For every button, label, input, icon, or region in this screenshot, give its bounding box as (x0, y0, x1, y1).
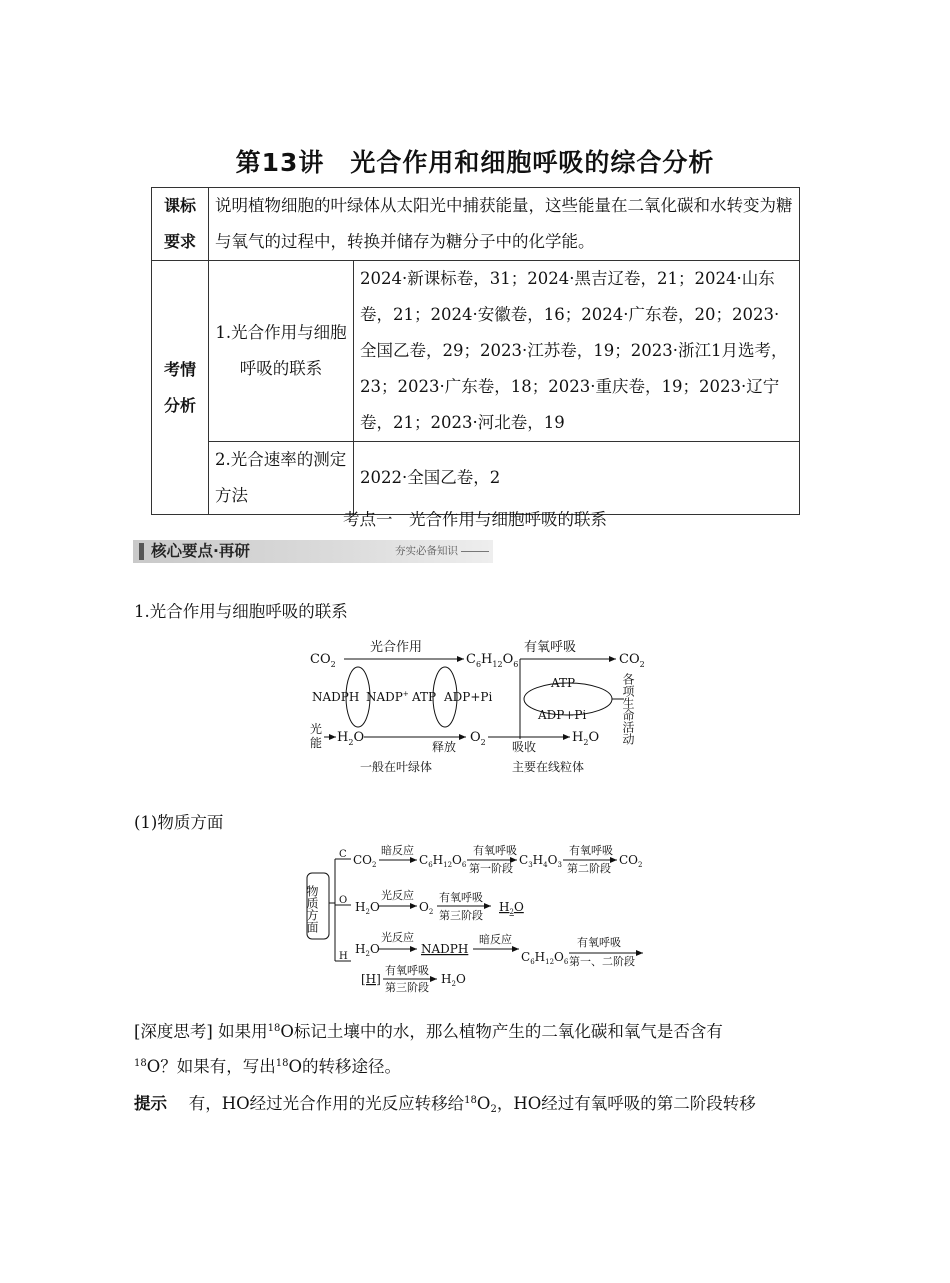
d1-nadph: NADPH (312, 690, 360, 704)
row2-header-text: 考情分析 (163, 359, 196, 415)
d2-dark2: 暗反应 (479, 933, 512, 946)
row1-header (152, 188, 209, 261)
section-banner (133, 540, 493, 563)
section1-heading: 1.光合作用与细胞呼吸的联系 (134, 602, 348, 621)
banner-line (461, 551, 489, 552)
sup-18: 18 (267, 1023, 281, 1034)
svg-text:CO2: $CO_2$ (619, 853, 643, 869)
d1-photo-label: 光合作用 (370, 640, 423, 655)
d1-absorb: 吸收 (512, 740, 537, 754)
sup-18: 18 (134, 1058, 147, 1069)
svg-text:CO2: $CO_2$ (353, 853, 377, 869)
d2-nadph: NADPH (421, 942, 469, 956)
d1-chloro: 一般在叶绿体 (360, 760, 433, 774)
d1-o2: $O_2$ (470, 730, 486, 747)
d2-light2: 光反应 (381, 931, 414, 944)
d1-light: 光 (310, 722, 323, 736)
d1-release: 释放 (432, 740, 457, 754)
d1-co2-out: $CO_2$ (619, 652, 645, 669)
svg-text:C6H12O6: $C_6H_{12}O_6$ (419, 853, 467, 869)
kaodian-heading: 考点一 光合作用与细胞呼吸的联系 (343, 510, 607, 529)
d2-aer4: 有氧呼吸 (577, 936, 621, 949)
d2-o: O (339, 895, 348, 906)
row1-header-text: 课标要求 (163, 196, 196, 251)
d1-atp: ATP (412, 690, 437, 704)
hint-line: 提示 有，HO经过光合作用的光反应转移给$^{18}$O2，HO经过有氧呼吸的第二阶段转移 (134, 1094, 756, 1115)
d2-stage3a: 第三阶段 (439, 909, 483, 922)
d2-c: C (339, 849, 347, 860)
hint-text-c: ，HO经过有氧呼吸的第二阶段转移 (496, 1094, 756, 1113)
sub1-content: 2024·新课标卷，31；2024·黑吉辽卷，21；2024·山东卷，21；2024·安徽卷，16；2024·广东卷，20；2023·全国乙卷，29；2023·江苏卷，19；2023·浙江1月选考，23；2023·广东卷，18；2023·重庆卷，19；2023·辽宁卷，21；2023·河北卷，19 (354, 261, 800, 442)
svg-text:H2O: $H_2O$ (499, 900, 524, 916)
d2-box: 物质方面 (305, 885, 319, 933)
sub1-label: 1.光合作用与细胞呼吸的联系 (209, 261, 354, 442)
info-table (151, 187, 800, 515)
d2-aer1: 有氧呼吸 (473, 844, 517, 857)
d1-atp2: ATP (551, 676, 576, 690)
section2-heading: (1)物质方面 (134, 813, 224, 832)
sup-18: 18 (275, 1058, 289, 1069)
d2-stage3b: 第三阶段 (385, 981, 429, 993)
d2-h: H (339, 951, 348, 962)
svg-text:H2O: $H_2O$ (355, 900, 380, 916)
d2-stage1: 第一阶段 (469, 862, 513, 875)
d2-dark: 暗反应 (381, 844, 414, 857)
deep-think-text-a: 如果用 (218, 1022, 268, 1041)
d2-aer3: 有氧呼吸 (439, 891, 483, 904)
page-title: 第13讲 光合作用和细胞呼吸的综合分析 (235, 148, 715, 177)
sup-18: 18 (464, 1095, 477, 1106)
svg-text:C6H12O6: $C_6H_{12}O_6$ (521, 950, 569, 966)
d1-adp: ADP+Pi (444, 690, 493, 704)
d1-mito: 主要在线粒体 (512, 760, 585, 774)
d1-life: 各项生命活动 (621, 673, 635, 745)
diagram-photosynthesis-respiration (306, 633, 646, 783)
hint-text-a: 有，HO经过光合作用的光反应转移给 (188, 1094, 465, 1113)
deep-think-label: [深度思考] (134, 1022, 213, 1041)
deep-think-text-c: O？如果有，写出 (146, 1057, 276, 1076)
row2-header (152, 261, 209, 515)
deep-think-text-d: O的转移途径。 (288, 1057, 402, 1076)
d1-co2: $CO_2$ (310, 652, 336, 669)
d1-h2o: $H_2O$ (337, 730, 365, 747)
d1-nadp: NADP+ (366, 690, 409, 704)
diagram-material (305, 843, 650, 993)
sub2-label: 2.光合速率的测定方法 (209, 442, 354, 515)
d2-stage12: 第一、二阶段 (569, 955, 635, 968)
d1-adp2: ADP+Pi (538, 708, 587, 722)
hint-label: 提示 (134, 1094, 167, 1113)
banner-title: 核心要点·再研 (151, 542, 250, 560)
d2-aer2: 有氧呼吸 (569, 844, 613, 857)
deep-think-text-b: O标记土壤中的水，那么植物产生的二氧化碳和氧气是否含有 (280, 1022, 723, 1041)
d2-stage2: 第二阶段 (567, 862, 611, 875)
svg-text:H2O: $H_2O$ (355, 942, 380, 958)
deep-think-line2 (134, 1053, 401, 1077)
d2-aer5: 有氧呼吸 (385, 964, 429, 977)
svg-text:O2: $O_2$ (419, 900, 434, 916)
d1-glucose: $C_6H_{12}O_6$ (466, 652, 519, 669)
hint-text-b: O (476, 1094, 491, 1113)
d1-h2o-out: $H_2O$ (572, 730, 600, 747)
d1-aer-label: 有氧呼吸 (524, 640, 577, 655)
banner-bar (139, 543, 144, 560)
svg-text:H2O: $H_2O$ (441, 972, 466, 988)
deep-think-line1 (134, 1018, 723, 1042)
banner-subtitle: 夯实必备知识 (395, 545, 458, 557)
row1-content: 说明植物细胞的叶绿体从太阳光中捕获能量，这些能量在二氧化碳和水转变为糖与氧气的过程中，转换并储存为糖分子中的化学能。 (209, 188, 800, 261)
sub2-content: 2022·全国乙卷，2 (354, 442, 800, 515)
d2-hbr: [H] (361, 972, 381, 986)
svg-text:C3H4O3: $C_3H_4O_3$ (519, 853, 562, 869)
d2-light1: 光反应 (381, 889, 414, 902)
d1-energy: 能 (310, 736, 323, 750)
